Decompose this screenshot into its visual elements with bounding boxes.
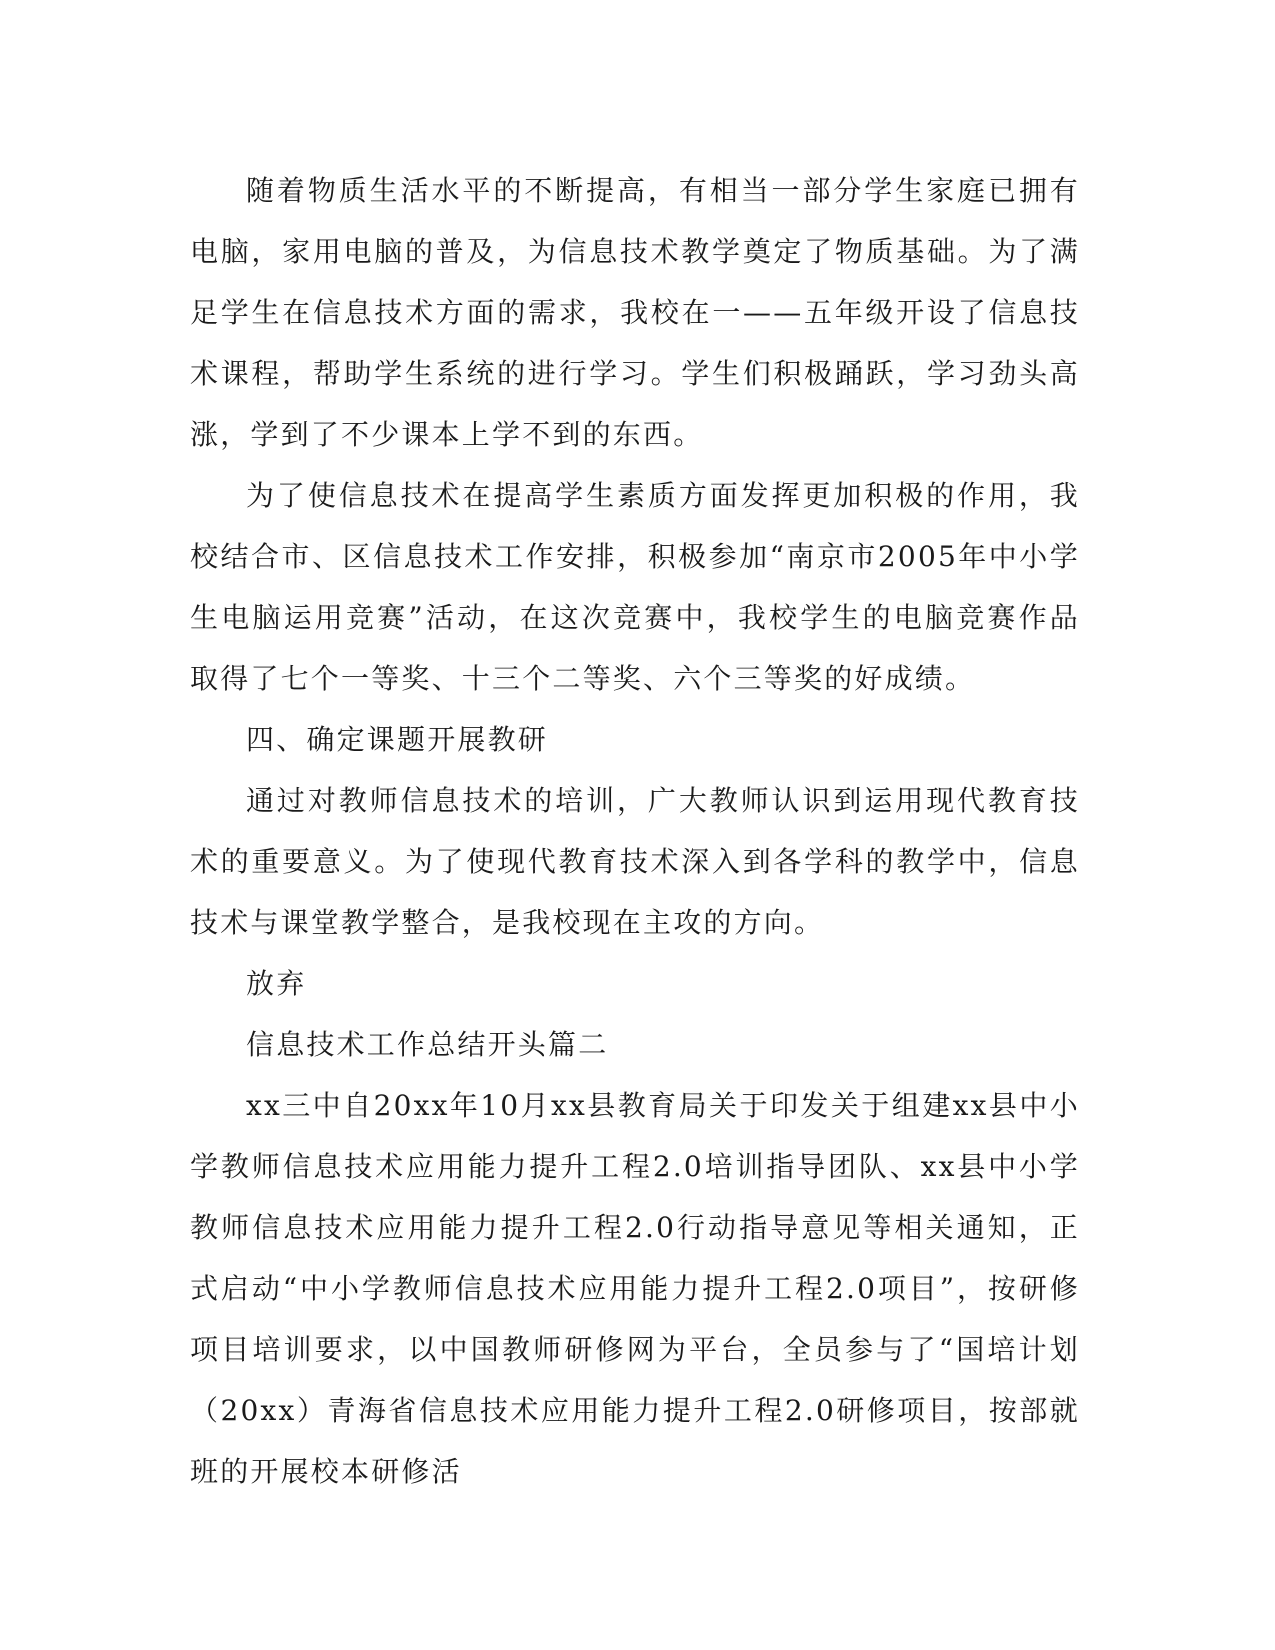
paragraph-3: 通过对教师信息技术的培训，广大教师认识到运用现代教育技术的重要意义。为了使现代教育技术深入到各学科的教学中，信息技术与课堂教学整合，是我校现在主攻的方向。 <box>190 784 1080 939</box>
short-line: 放弃 <box>246 967 307 1000</box>
paragraph-1: 随着物质生活水平的不断提高，有相当一部分学生家庭已拥有电脑，家用电脑的普及，为信息技术教学奠定了物质基础。为了满足学生在信息技术方面的需求，我校在一——五年级开设了信息技术课程，帮助学生系统的进行学习。学生们积极踊跃，学习劲头高涨，学到了不少课本上学不到的东西。 <box>190 174 1080 451</box>
section-heading: 四、确定课题开展教研 <box>246 723 549 756</box>
paragraph-4: xx三中自20xx年10月xx县教育局关于印发关于组建xx县中小学教师信息技术应用能力提升工程2.0培训指导团队、xx县中小学教师信息技术应用能力提升工程2.0行动指导意见等相关通知，正式启动“中小学教师信息技术应用能力提升工程2.0项目”，按研修项目培训要求，以中国教师研修网为平台，全员参与了“国培计划（20xx）青海省信息技术应用能力提升工程2.0研修项目，按部就班的开展校本研修活 <box>190 1089 1080 1488</box>
paragraph-2: 为了使信息技术在提高学生素质方面发挥更加积极的作用，我校结合市、区信息技术工作安排，积极参加“南京市2005年中小学生电脑运用竞赛”活动，在这次竞赛中，我校学生的电脑竞赛作品取得了七个一等奖、十三个二等奖、六个三等奖的好成绩。 <box>190 479 1080 695</box>
document-body <box>190 160 1080 1502</box>
article-title: 信息技术工作总结开头篇二 <box>246 1028 609 1061</box>
